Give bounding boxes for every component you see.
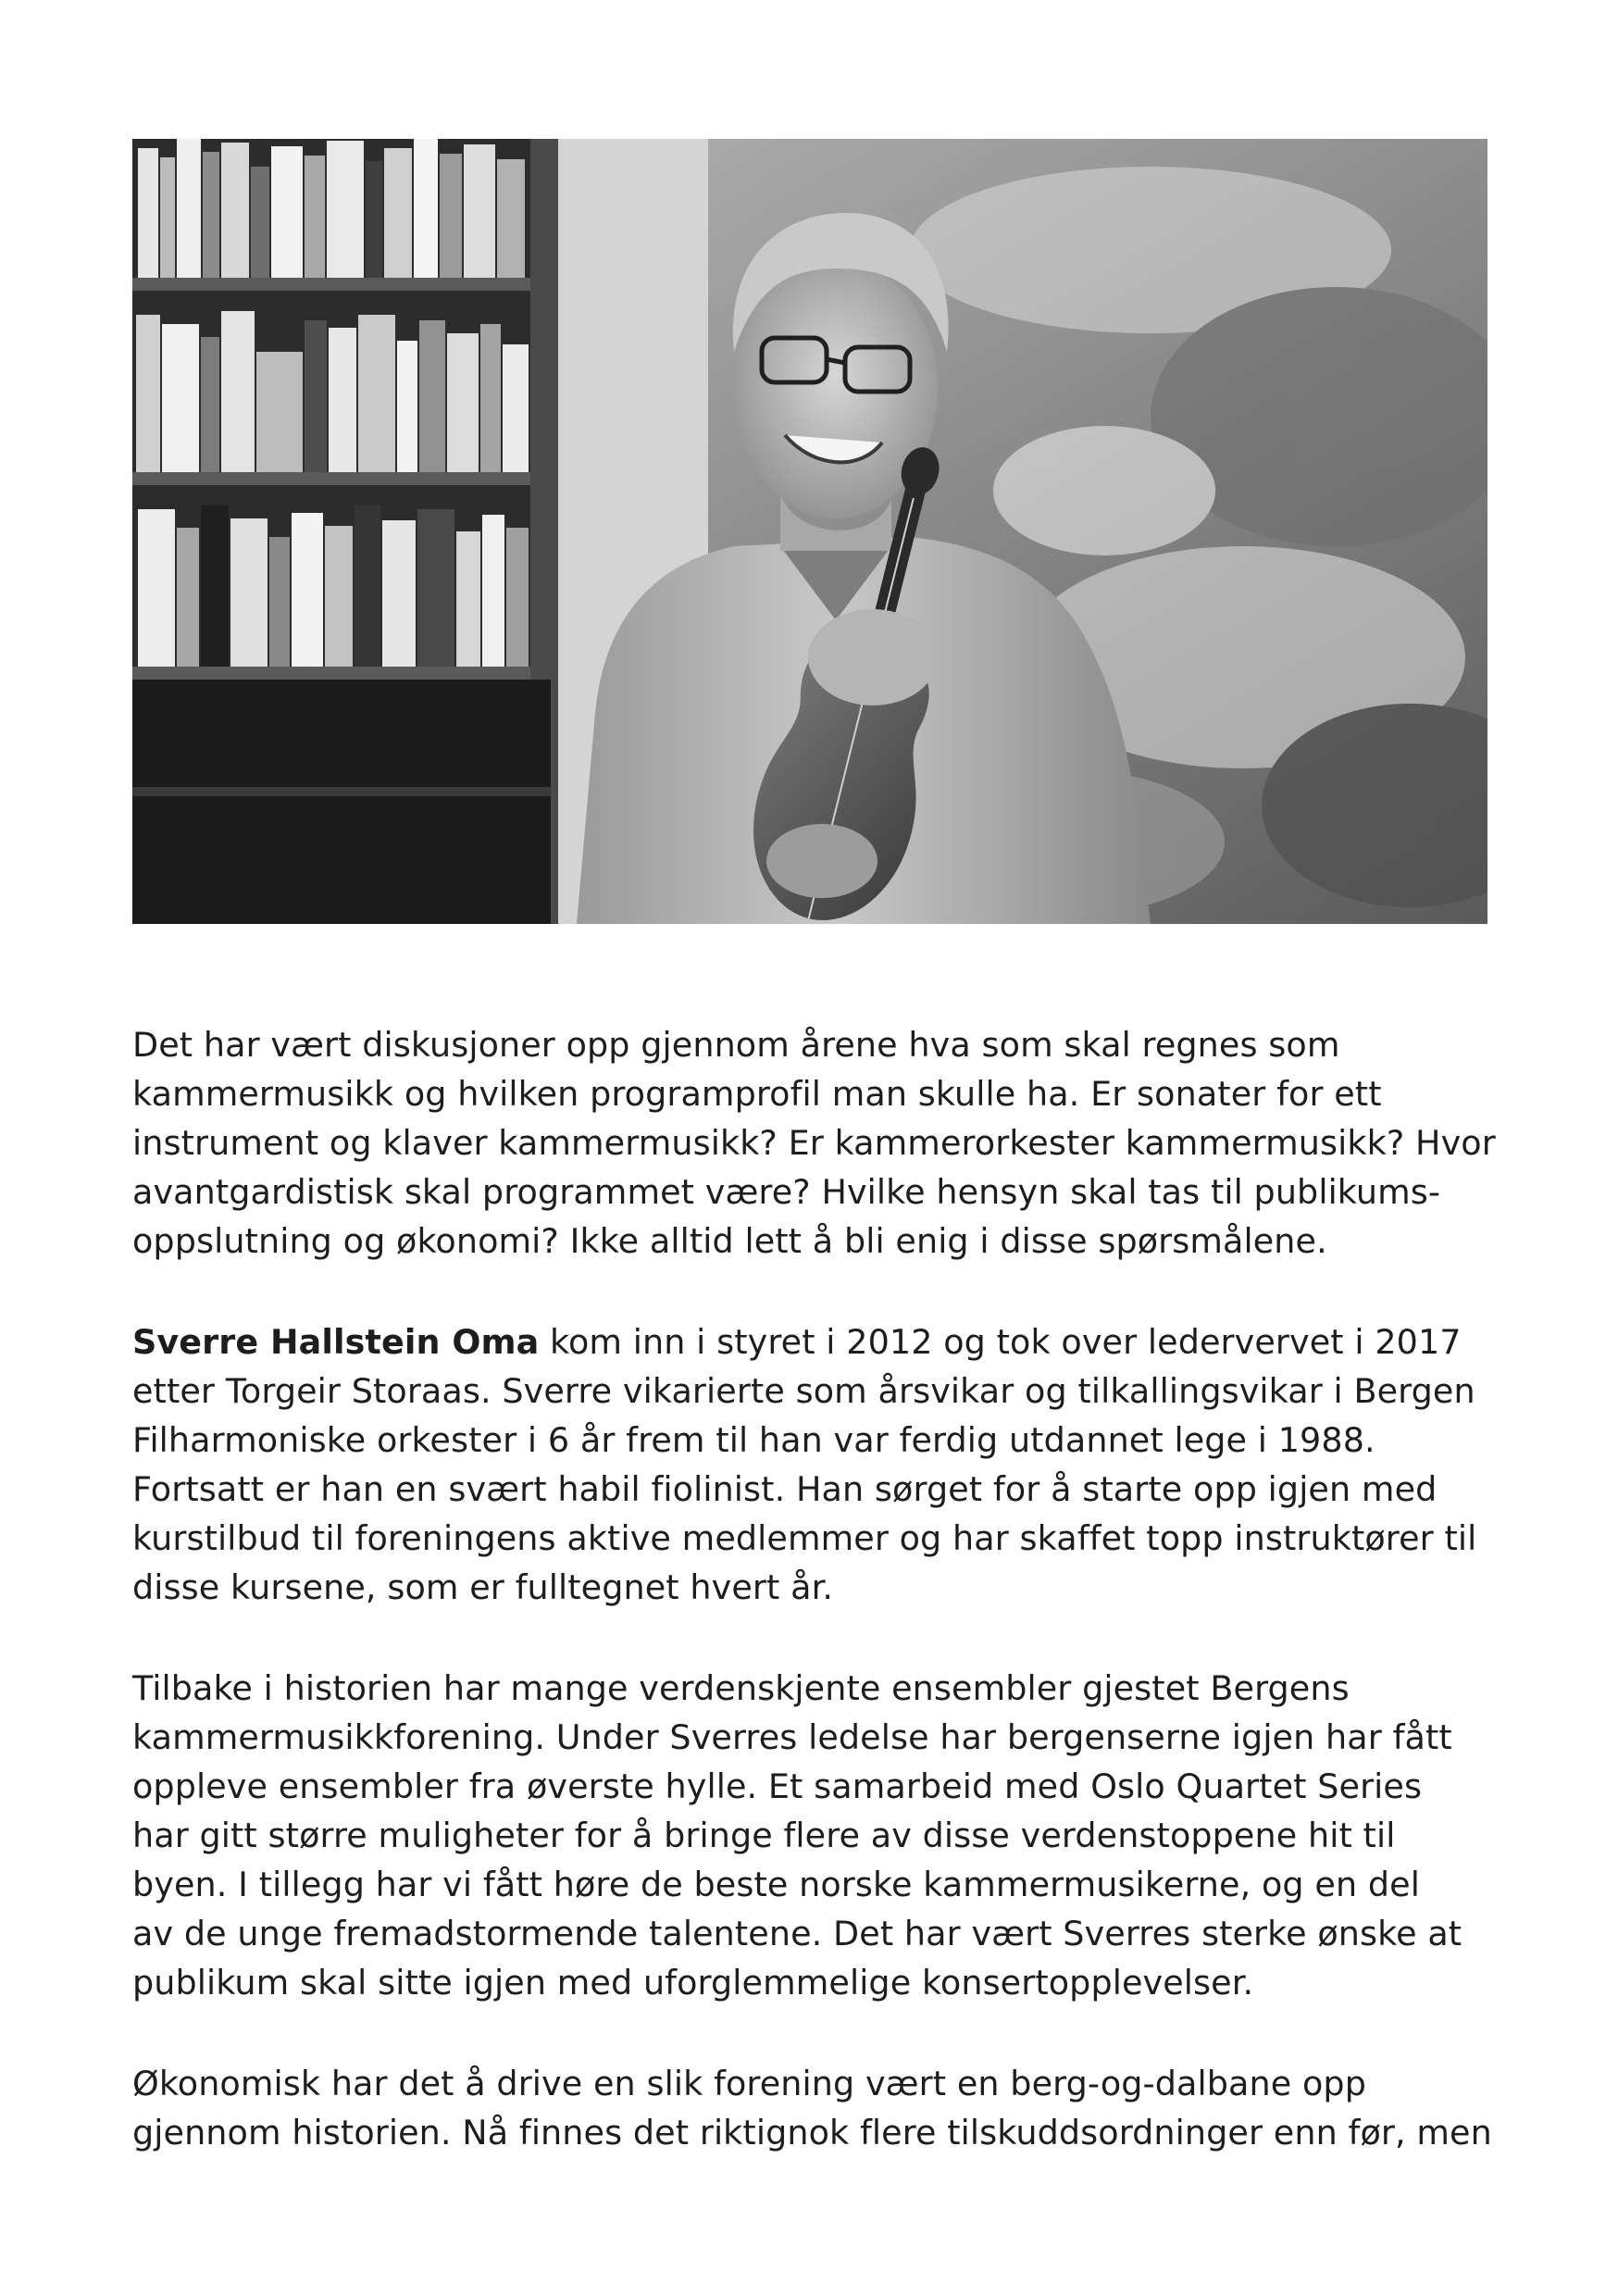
text-line [132,1317,1493,1366]
text-line: oppslutning og økonomi? Ikke alltid lett å bli enig i disse spørsmålene. [132,1221,1327,1261]
text-line: oppleve ensembler fra øverste hylle. Et samarbeid med Oslo Quartet Series [132,1766,1423,1806]
text-line: Økonomisk har det å drive en slik forening vært en berg-og-dalbane opp [132,2064,1366,2103]
text-line: Det har vært diskusjoner opp gjennom årene hva som skal regnes som [132,1025,1340,1065]
paragraph-sverre [132,1317,1493,1612]
text-line: kammermusikk og hvilken programprofil man skulle ha. Er sonater for ett [132,1074,1382,1114]
text-line: publikum skal sitte igjen med uforglemmelige konsertopplevelser. [132,1963,1254,2003]
text-line: kurstilbud til foreningens aktive medlemmer og har skaffet topp instruktører til [132,1518,1477,1558]
text-line: Fortsatt er han en svært habil fiolinist. Han sørget for å starte opp igjen med [132,1469,1438,1509]
text-line: disse kursene, som er fulltegnet hvert år. [132,1567,834,1607]
text-line: av de unge fremadstormende talentene. Det har vært Sverres sterke ønske at [132,1914,1462,1953]
portrait-photo [132,139,1487,924]
text-line: etter Torgeir Storaas. Sverre vikarierte som årsvikar og tilkallingsvikar i Bergen [132,1371,1475,1411]
text-line: byen. I tillegg har vi fått høre de beste norske kammermusikerne, og en del [132,1865,1420,1904]
text-line: Filharmoniske orkester i 6 år frem til han var ferdig utdannet lege i 1988. [132,1420,1375,1460]
paragraph-intro [132,1020,1496,1266]
article-body [132,1020,1496,2209]
paragraph-economy [132,2059,1493,2157]
text-line: avantgardistisk skal programmet være? Hvilke hensyn skal tas til publikums- [132,1172,1441,1212]
text-line: Tilbake i historien har mange verdenskjente ensembler gjestet Bergens [132,1668,1350,1708]
text-line: kammermusikkforening. Under Sverres ledelse har bergenserne igjen har fått [132,1717,1452,1757]
text-fragment: kom inn i styret i 2012 og tok over ledervervet i 2017 [539,1322,1462,1362]
person-name: Sverre Hallstein Oma [132,1322,540,1362]
text-line: gjennom historien. Nå finnes det riktignok flere tilskuddsordninger enn før, men [132,2113,1492,2152]
paragraph-history [132,1664,1493,2007]
text-line: instrument og klaver kammermusikk? Er kammerorkester kammermusikk? Hvor [132,1123,1496,1163]
text-line: har gitt større muligheter for å bringe flere av disse verdenstoppene hit til [132,1816,1396,1855]
portrait-photo-illustration [132,139,1487,924]
